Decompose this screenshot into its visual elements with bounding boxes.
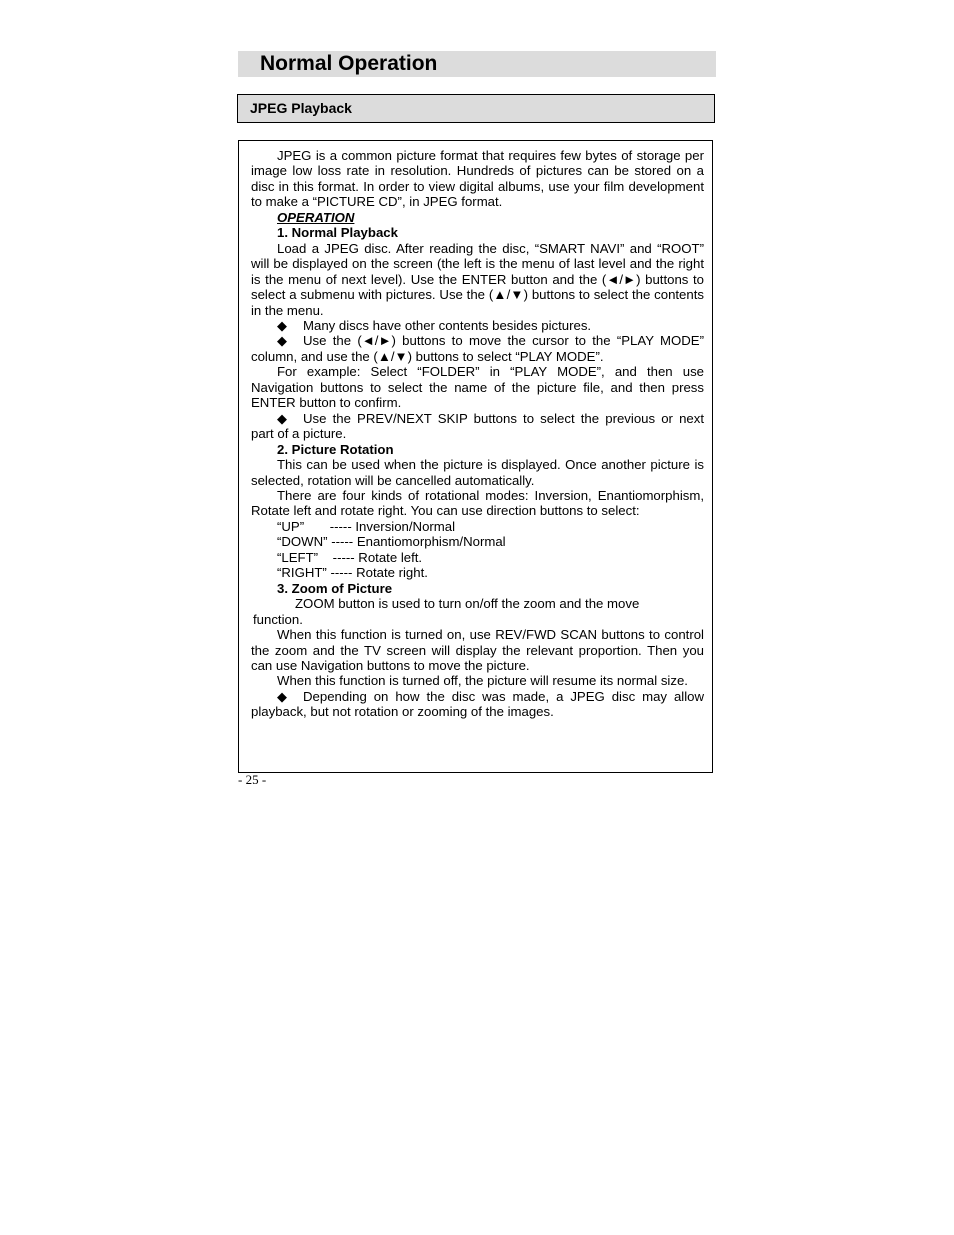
bullet-item [251, 333, 704, 364]
section-title: JPEG Playback [250, 100, 352, 116]
operation-heading: OPERATION [277, 209, 355, 225]
content-body [251, 148, 704, 720]
bullet-text: Many discs have other contents besides pictures. [303, 317, 592, 333]
bullet-text: Use the PREV/NEXT SKIP buttons to select the previous or next part of a picture. [251, 410, 704, 442]
bullet-icon [277, 333, 303, 348]
bullet-item [251, 318, 704, 333]
bullet-icon [277, 411, 303, 426]
chapter-header [238, 51, 716, 77]
intro-paragraph: JPEG is a common picture format that requires few bytes of storage per image low loss rate in resolution. Hundreds of pictures can be stored on a disc in this format. In order to view digital albums, use your film development to make a “PICTURE CD”, in JPEG format. [251, 148, 704, 210]
picture-rotation-heading: 2. Picture Rotation [277, 441, 394, 457]
content-box [238, 140, 713, 773]
zoom-off-paragraph: When this function is turned off, the picture will resume its normal size. [277, 673, 688, 689]
zoom-paragraph: ZOOM button is used to turn on/off the zoom and the move [295, 596, 640, 612]
normal-playback-heading: 1. Normal Playback [277, 225, 398, 241]
rotation-paragraph: This can be used when the picture is displayed. Once another picture is selected, rotation will be cancelled automatically. [251, 457, 704, 488]
bullet-icon [277, 689, 303, 704]
page-number: - 25 - [238, 772, 267, 787]
zoom-on-paragraph: When this function is turned on, use REV/FWD SCAN buttons to control the zoom and the TV screen will display the relevant proportion. Then you can use Navigation buttons to move the picture. [251, 627, 704, 673]
zoom-paragraph-continued: function. [253, 611, 303, 627]
bullet-icon [277, 318, 303, 333]
rotation-mode-item: “LEFT” ----- Rotate left. [277, 549, 423, 565]
bullet-text: Depending on how the disc was made, a JPEG disc may allow playback, but not rotation or zooming of the images. [251, 688, 704, 720]
page-title: Normal Operation [260, 52, 438, 75]
example-paragraph: For example: Select “FOLDER” in “PLAY MODE”, and then use Navigation buttons to select the name of the picture file, and then press ENTER button to confirm. [251, 364, 704, 411]
rotation-modes-paragraph: There are four kinds of rotational modes: Inversion, Enantiomorphism, Rotate left and rotate right. You can use direction buttons to select: [251, 487, 704, 519]
rotation-mode-item: “RIGHT” ----- Rotate right. [277, 565, 428, 581]
rotation-mode-item: “UP” ----- Inversion/Normal [277, 518, 456, 534]
bullet-item [251, 689, 704, 720]
bullet-text: Use the (◄/►) buttons to move the cursor to the “PLAY MODE” column, and use the (▲/▼) buttons to select “PLAY MODE”. [251, 333, 704, 364]
zoom-heading: 3. Zoom of Picture [277, 580, 393, 596]
bullet-item [251, 411, 704, 442]
section-header [237, 94, 715, 123]
rotation-mode-item: “DOWN” ----- Enantiomorphism/Normal [277, 534, 506, 550]
normal-playback-paragraph: Load a JPEG disc. After reading the disc, “SMART NAVI” and “ROOT” will be displayed on the screen (the left is the menu of last level and the right is the menu of next level). Use the ENTER button and the (◄/►) buttons to select a submenu with pictures. Use the (▲/▼) buttons to select the contents in the menu. [251, 240, 704, 318]
